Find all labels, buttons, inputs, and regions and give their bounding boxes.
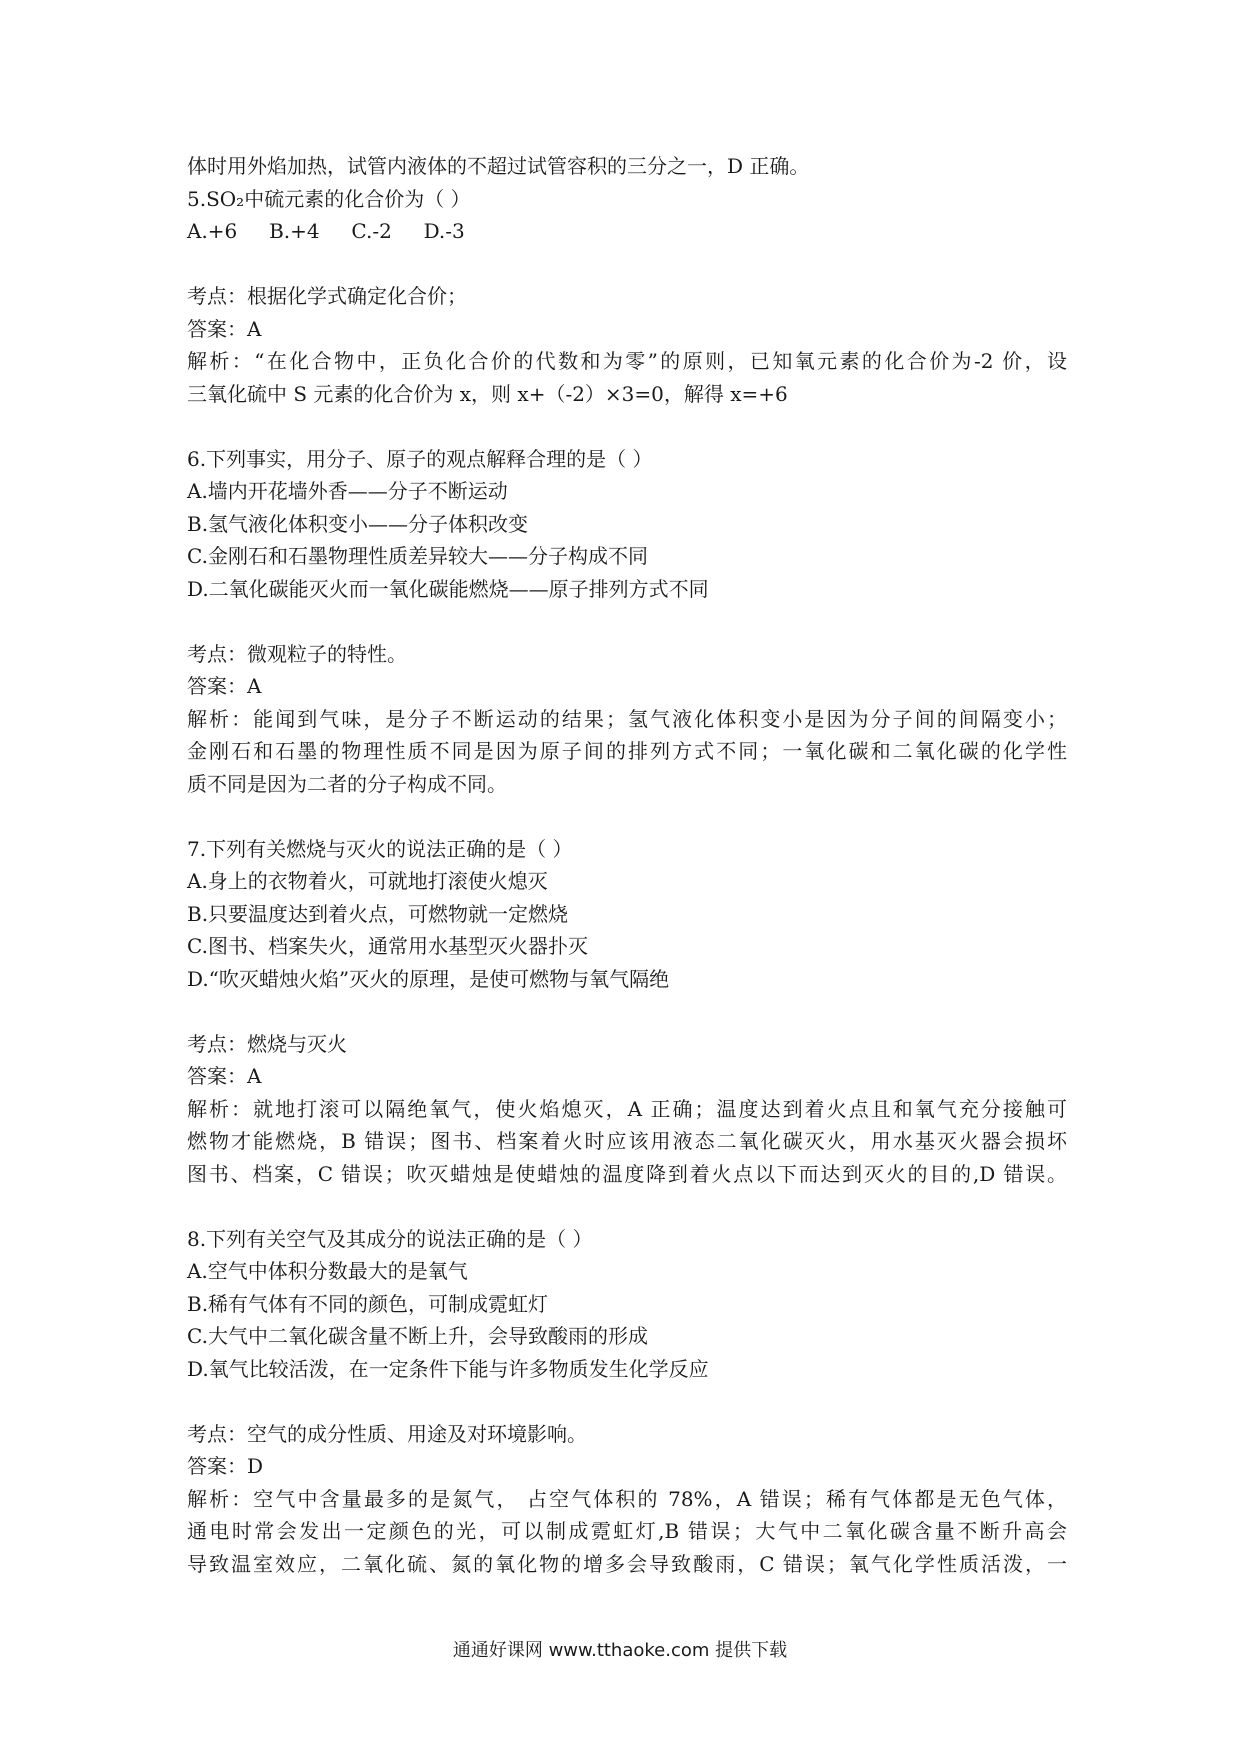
q7-option-c: C.图书、档案失火，通常用水基型灭火器扑灭 (187, 934, 588, 958)
q6-analysis-line: 解析：能闻到气味，是分子不断运动的结果；氢气液化体积变小是因为分子间的间隔变小； (187, 706, 1067, 731)
q8-analysis-line: 导致温室效应，二氧化硫、氮的氧化物的增多会导致酸雨，C 错误；氧气化学性质活泼，一 (187, 1551, 1067, 1576)
q5-analysis-line: 解析：“在化合物中，正负化合价的代数和为零”的原则，已知氧元素的化合价为-2 价，设 (187, 349, 1067, 373)
q6-topic: 考点：微观粒子的特性。 (187, 641, 407, 666)
blank-line (187, 410, 1067, 443)
q7-analysis-line: 图书、档案，C 错误；吹灭蜡烛是使蜡烛的温度降到着火点以下而达到灭火的目的,D 错误。 (187, 1161, 1067, 1186)
question-5-stem: 5.SO₂中硫元素的化合价为（ ） (187, 186, 471, 211)
q6-option-d: D.二氧化碳能灭火而一氧化碳能燃烧——原子排列方式不同 (187, 576, 709, 601)
q5-analysis-line: 三氧化硫中 S 元素的化合价为 x，则 x+（-2）×3=0，解得 x=+6 (187, 381, 788, 406)
question-6-stem: 6.下列事实，用分子、原子的观点解释合理的是（ ） (187, 446, 653, 471)
q8-analysis-line: 通电时常会发出一定颜色的光，可以制成霓虹灯,B 错误；大气中二氧化碳含量不断升高会 (187, 1519, 1067, 1543)
question-5-options: A.+6 B.+4 C.-2 D.-3 (187, 219, 465, 243)
q6-option-a: A.墙内开花墙外香——分子不断运动 (187, 479, 508, 503)
q8-option-b: B.稀有气体有不同的颜色，可制成霓虹灯 (187, 1291, 549, 1316)
blank-line (187, 995, 1067, 1028)
q6-option-c: C.金刚石和石墨物理性质差异较大——分子构成不同 (187, 544, 648, 568)
question-7-stem: 7.下列有关燃烧与灭火的说法正确的是（ ） (187, 836, 573, 861)
blank-line (187, 800, 1067, 833)
blank-line (187, 605, 1067, 638)
q7-option-b: B.只要温度达到着火点，可燃物就一定燃烧 (187, 901, 569, 926)
q8-answer: 答案：D (187, 1454, 264, 1478)
q8-topic: 考点：空气的成分性质、用途及对环境影响。 (187, 1421, 587, 1446)
q7-option-a: A.身上的衣物着火，可就地打滚使火熄灭 (187, 869, 548, 893)
q8-analysis-line: 解析：空气中含量最多的是氮气， 占空气体积的 78%，A 错误；稀有气体都是无色气体， (187, 1486, 1067, 1511)
q7-answer: 答案：A (187, 1064, 262, 1088)
blank-line (187, 1385, 1067, 1418)
q7-topic: 考点：燃烧与灭火 (187, 1031, 347, 1056)
q8-option-a: A.空气中体积分数最大的是氧气 (187, 1259, 468, 1283)
q7-analysis-line: 解析：就地打滚可以隔绝氧气，使火焰熄灭，A 正确；温度达到着火点且和氧气充分接触可 (187, 1096, 1067, 1121)
q7-option-d: D.“吹灭蜡烛火焰”灭火的原理，是使可燃物与氧气隔绝 (187, 966, 670, 991)
document-body (187, 150, 1067, 1580)
q5-topic: 考点：根据化学式确定化合价； (187, 284, 467, 308)
text-line: 体时用外焰加热，试管内液体的不超过试管容积的三分之一，D 正确。 (187, 154, 810, 178)
q6-analysis-line: 质不同是因为二者的分子构成不同。 (187, 771, 507, 796)
q5-answer: 答案：A (187, 316, 262, 341)
question-8-stem: 8.下列有关空气及其成分的说法正确的是（ ） (187, 1226, 593, 1251)
q7-analysis-line: 燃物才能燃烧，B 错误；图书、档案着火时应该用液态二氧化碳灭火，用水基灭火器会损坏 (187, 1129, 1067, 1153)
q6-analysis-line: 金刚石和石墨的物理性质不同是因为原子间的排列方式不同；一氧化碳和二氧化碳的化学性 (187, 739, 1067, 763)
q6-option-b: B.氢气液化体积变小——分子体积改变 (187, 511, 529, 536)
blank-line (187, 1190, 1067, 1223)
page-footer: 通通好课网 www.tthaoke.com 提供下载 (452, 1640, 788, 1661)
q6-answer: 答案：A (187, 674, 262, 698)
q8-option-d: D.氧气比较活泼，在一定条件下能与许多物质发生化学反应 (187, 1356, 709, 1381)
blank-line (187, 248, 1067, 281)
q8-option-c: C.大气中二氧化碳含量不断上升，会导致酸雨的形成 (187, 1324, 648, 1348)
